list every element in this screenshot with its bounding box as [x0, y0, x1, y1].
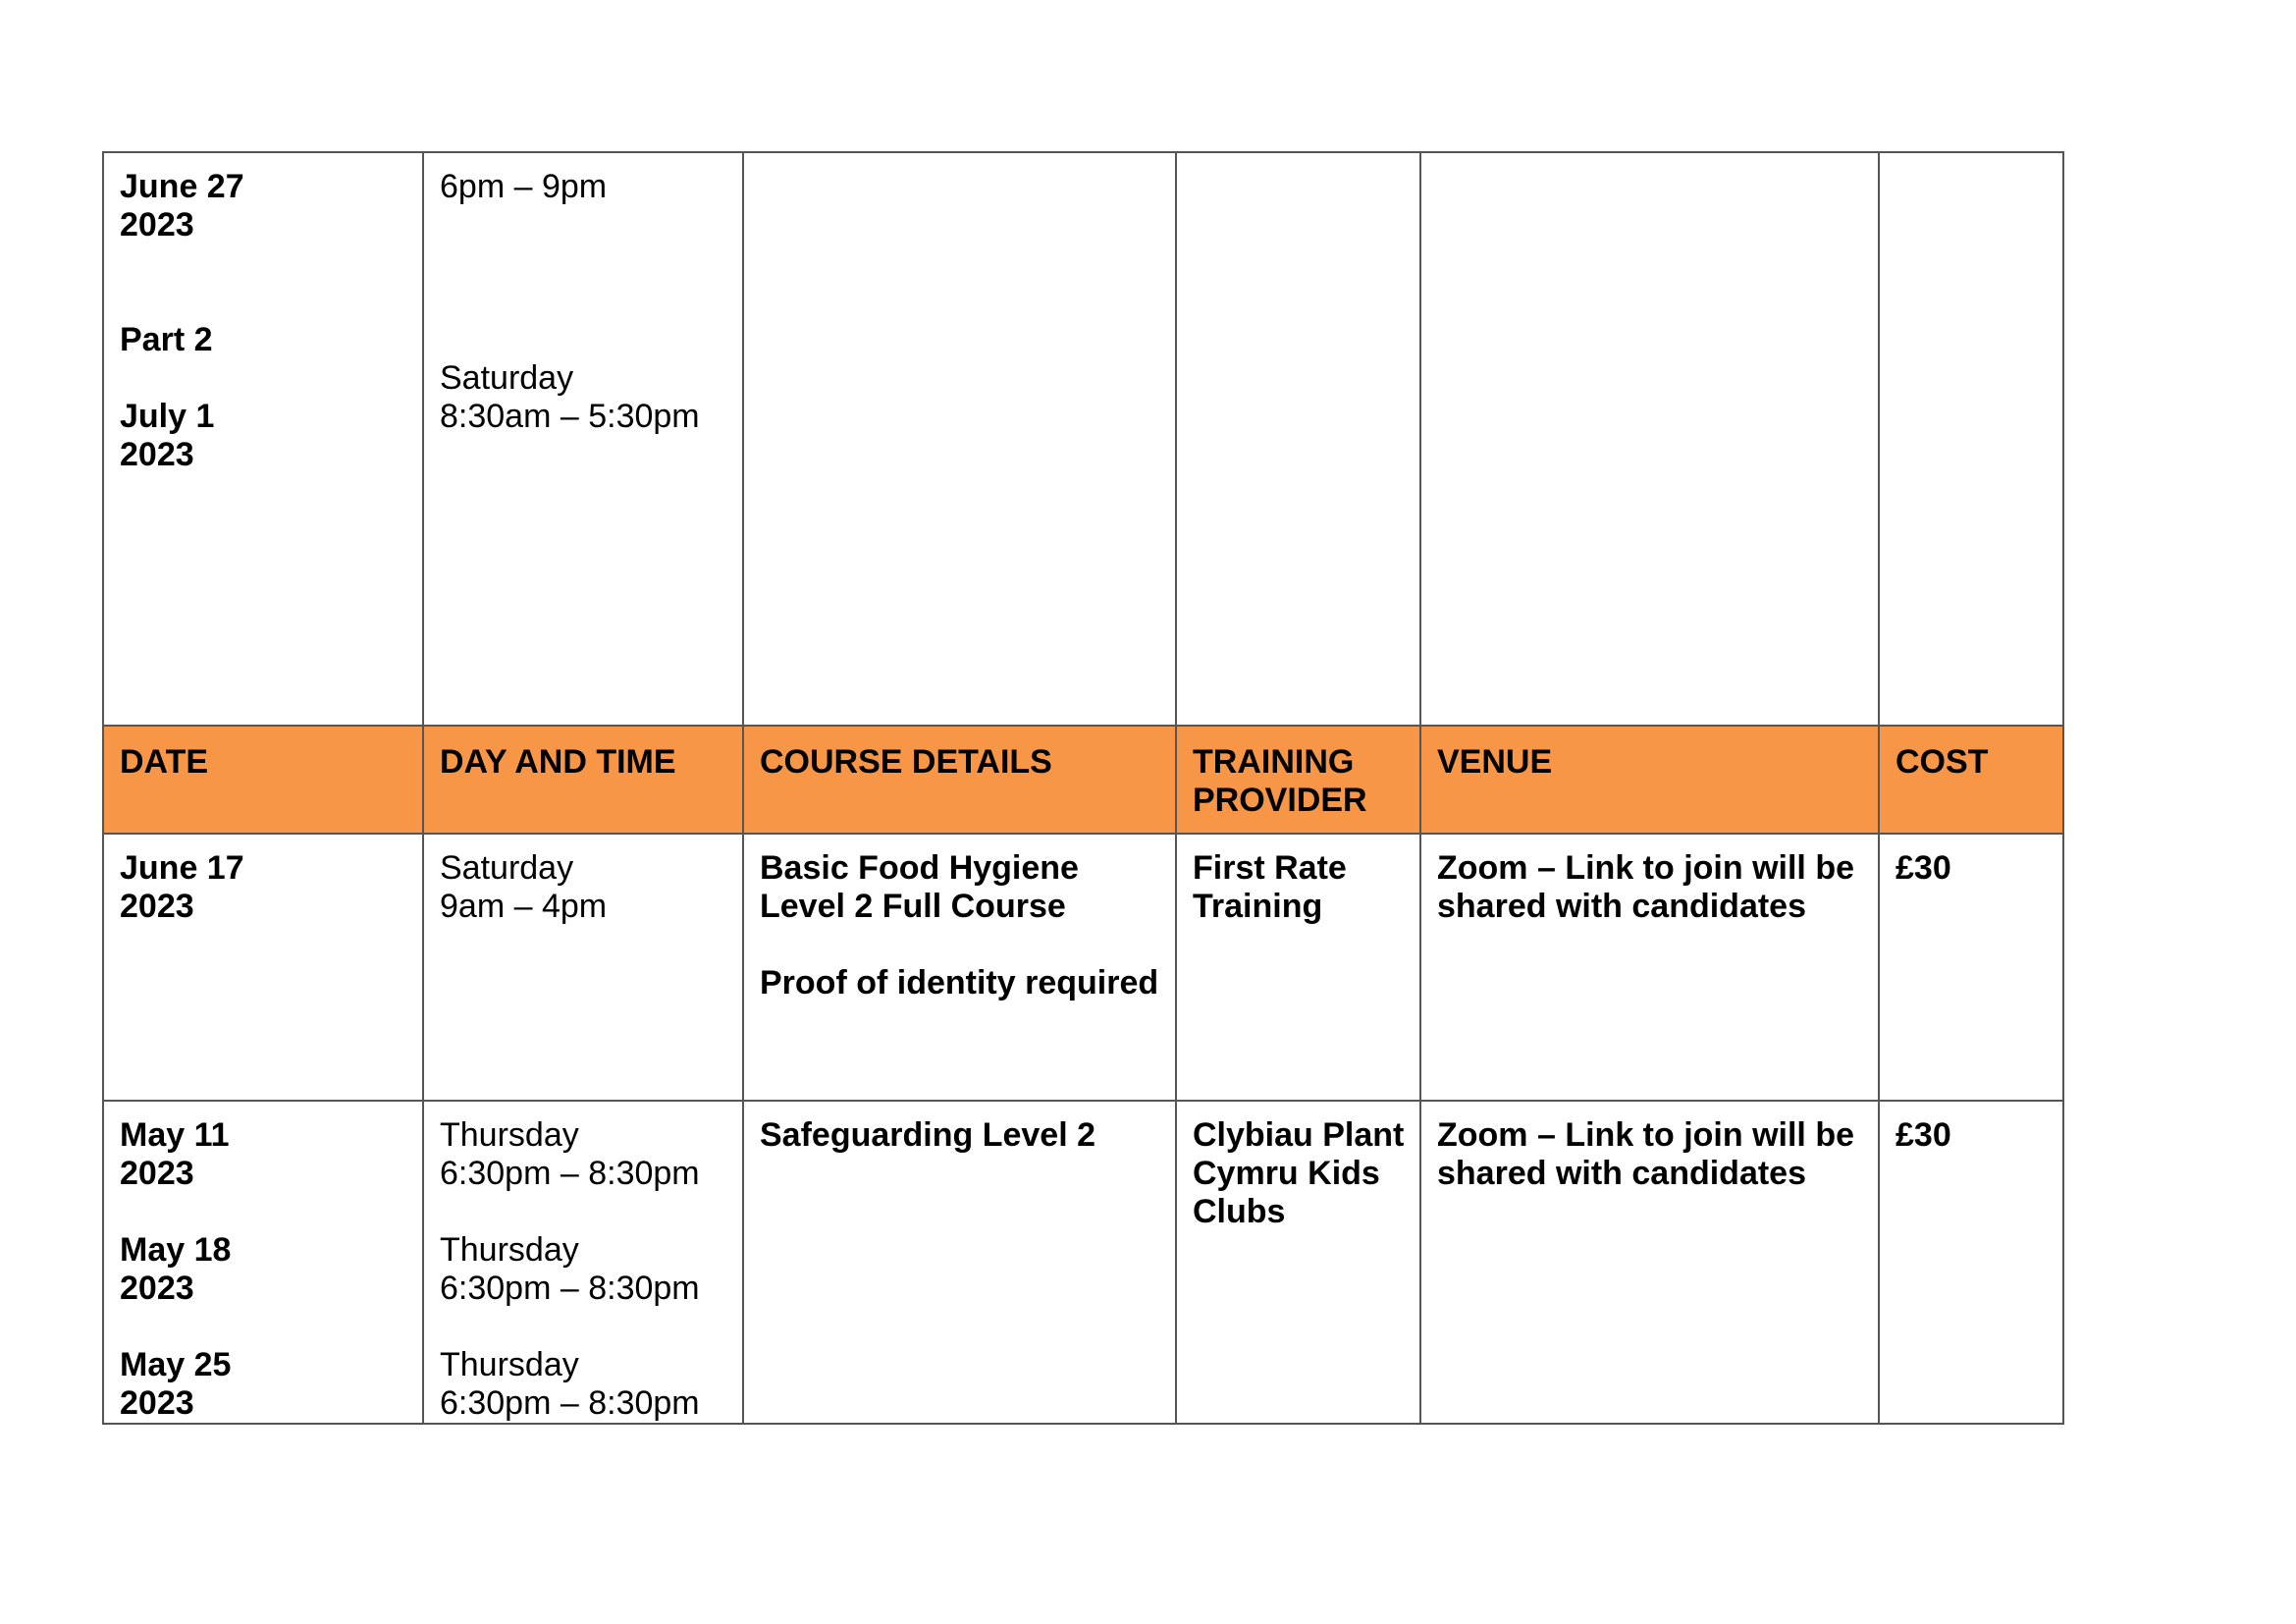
time-line: 6pm – 9pm: [440, 168, 608, 205]
table-header-row: [103, 726, 2063, 834]
provider-cell: [1176, 152, 1420, 726]
header-date: DATE: [103, 726, 423, 834]
day-time-cell: [423, 152, 743, 726]
table-row-continued: [103, 152, 2063, 726]
table-row: [103, 1101, 2063, 1424]
day-time-cell: Saturday 9am – 4pm: [423, 834, 743, 1101]
date-cell: June 17 2023: [103, 834, 423, 1101]
date-line: June 27: [120, 168, 244, 205]
table-row: [103, 834, 2063, 1101]
venue-cell: Zoom – Link to join will be shared with candidates: [1420, 1101, 1879, 1424]
date-line: July 1: [120, 398, 215, 435]
header-course-details: COURSE DETAILS: [743, 726, 1176, 834]
header-cost: COST: [1879, 726, 2063, 834]
provider-cell: Clybiau Plant Cymru Kids Clubs: [1176, 1101, 1420, 1424]
course-cell: [743, 152, 1176, 726]
date-cell: May 11 2023 May 18 2023 May 25 2023: [103, 1101, 423, 1424]
course-note: Proof of identity required: [760, 964, 1159, 1001]
course-cell: Basic Food Hygiene Level 2 Full Course Proof of identity required: [743, 834, 1176, 1101]
time-line: 8:30am – 5:30pm: [440, 398, 700, 435]
date-line: 2023: [120, 436, 194, 473]
header-day-time: DAY AND TIME: [423, 726, 743, 834]
venue-cell: Zoom – Link to join will be shared with candidates: [1420, 834, 1879, 1101]
cost-cell: £30: [1879, 1101, 2063, 1424]
provider-cell: First Rate Training: [1176, 834, 1420, 1101]
venue-cell: [1420, 152, 1879, 726]
day-time-cell: Thursday 6:30pm – 8:30pm Thursday 6:30pm – 8:30pm Thursday 6:30pm – 8:30pm: [423, 1101, 743, 1424]
course-cell: Safeguarding Level 2: [743, 1101, 1176, 1424]
training-schedule-table: [102, 151, 2064, 1425]
header-training-provider: TRAINING PROVIDER: [1176, 726, 1420, 834]
header-venue: VENUE: [1420, 726, 1879, 834]
day-line: Saturday: [440, 359, 574, 397]
cost-cell: £30: [1879, 834, 2063, 1101]
cost-cell: [1879, 152, 2063, 726]
date-line: 2023: [120, 206, 194, 244]
date-cell: [103, 152, 423, 726]
part-label: Part 2: [120, 321, 213, 358]
